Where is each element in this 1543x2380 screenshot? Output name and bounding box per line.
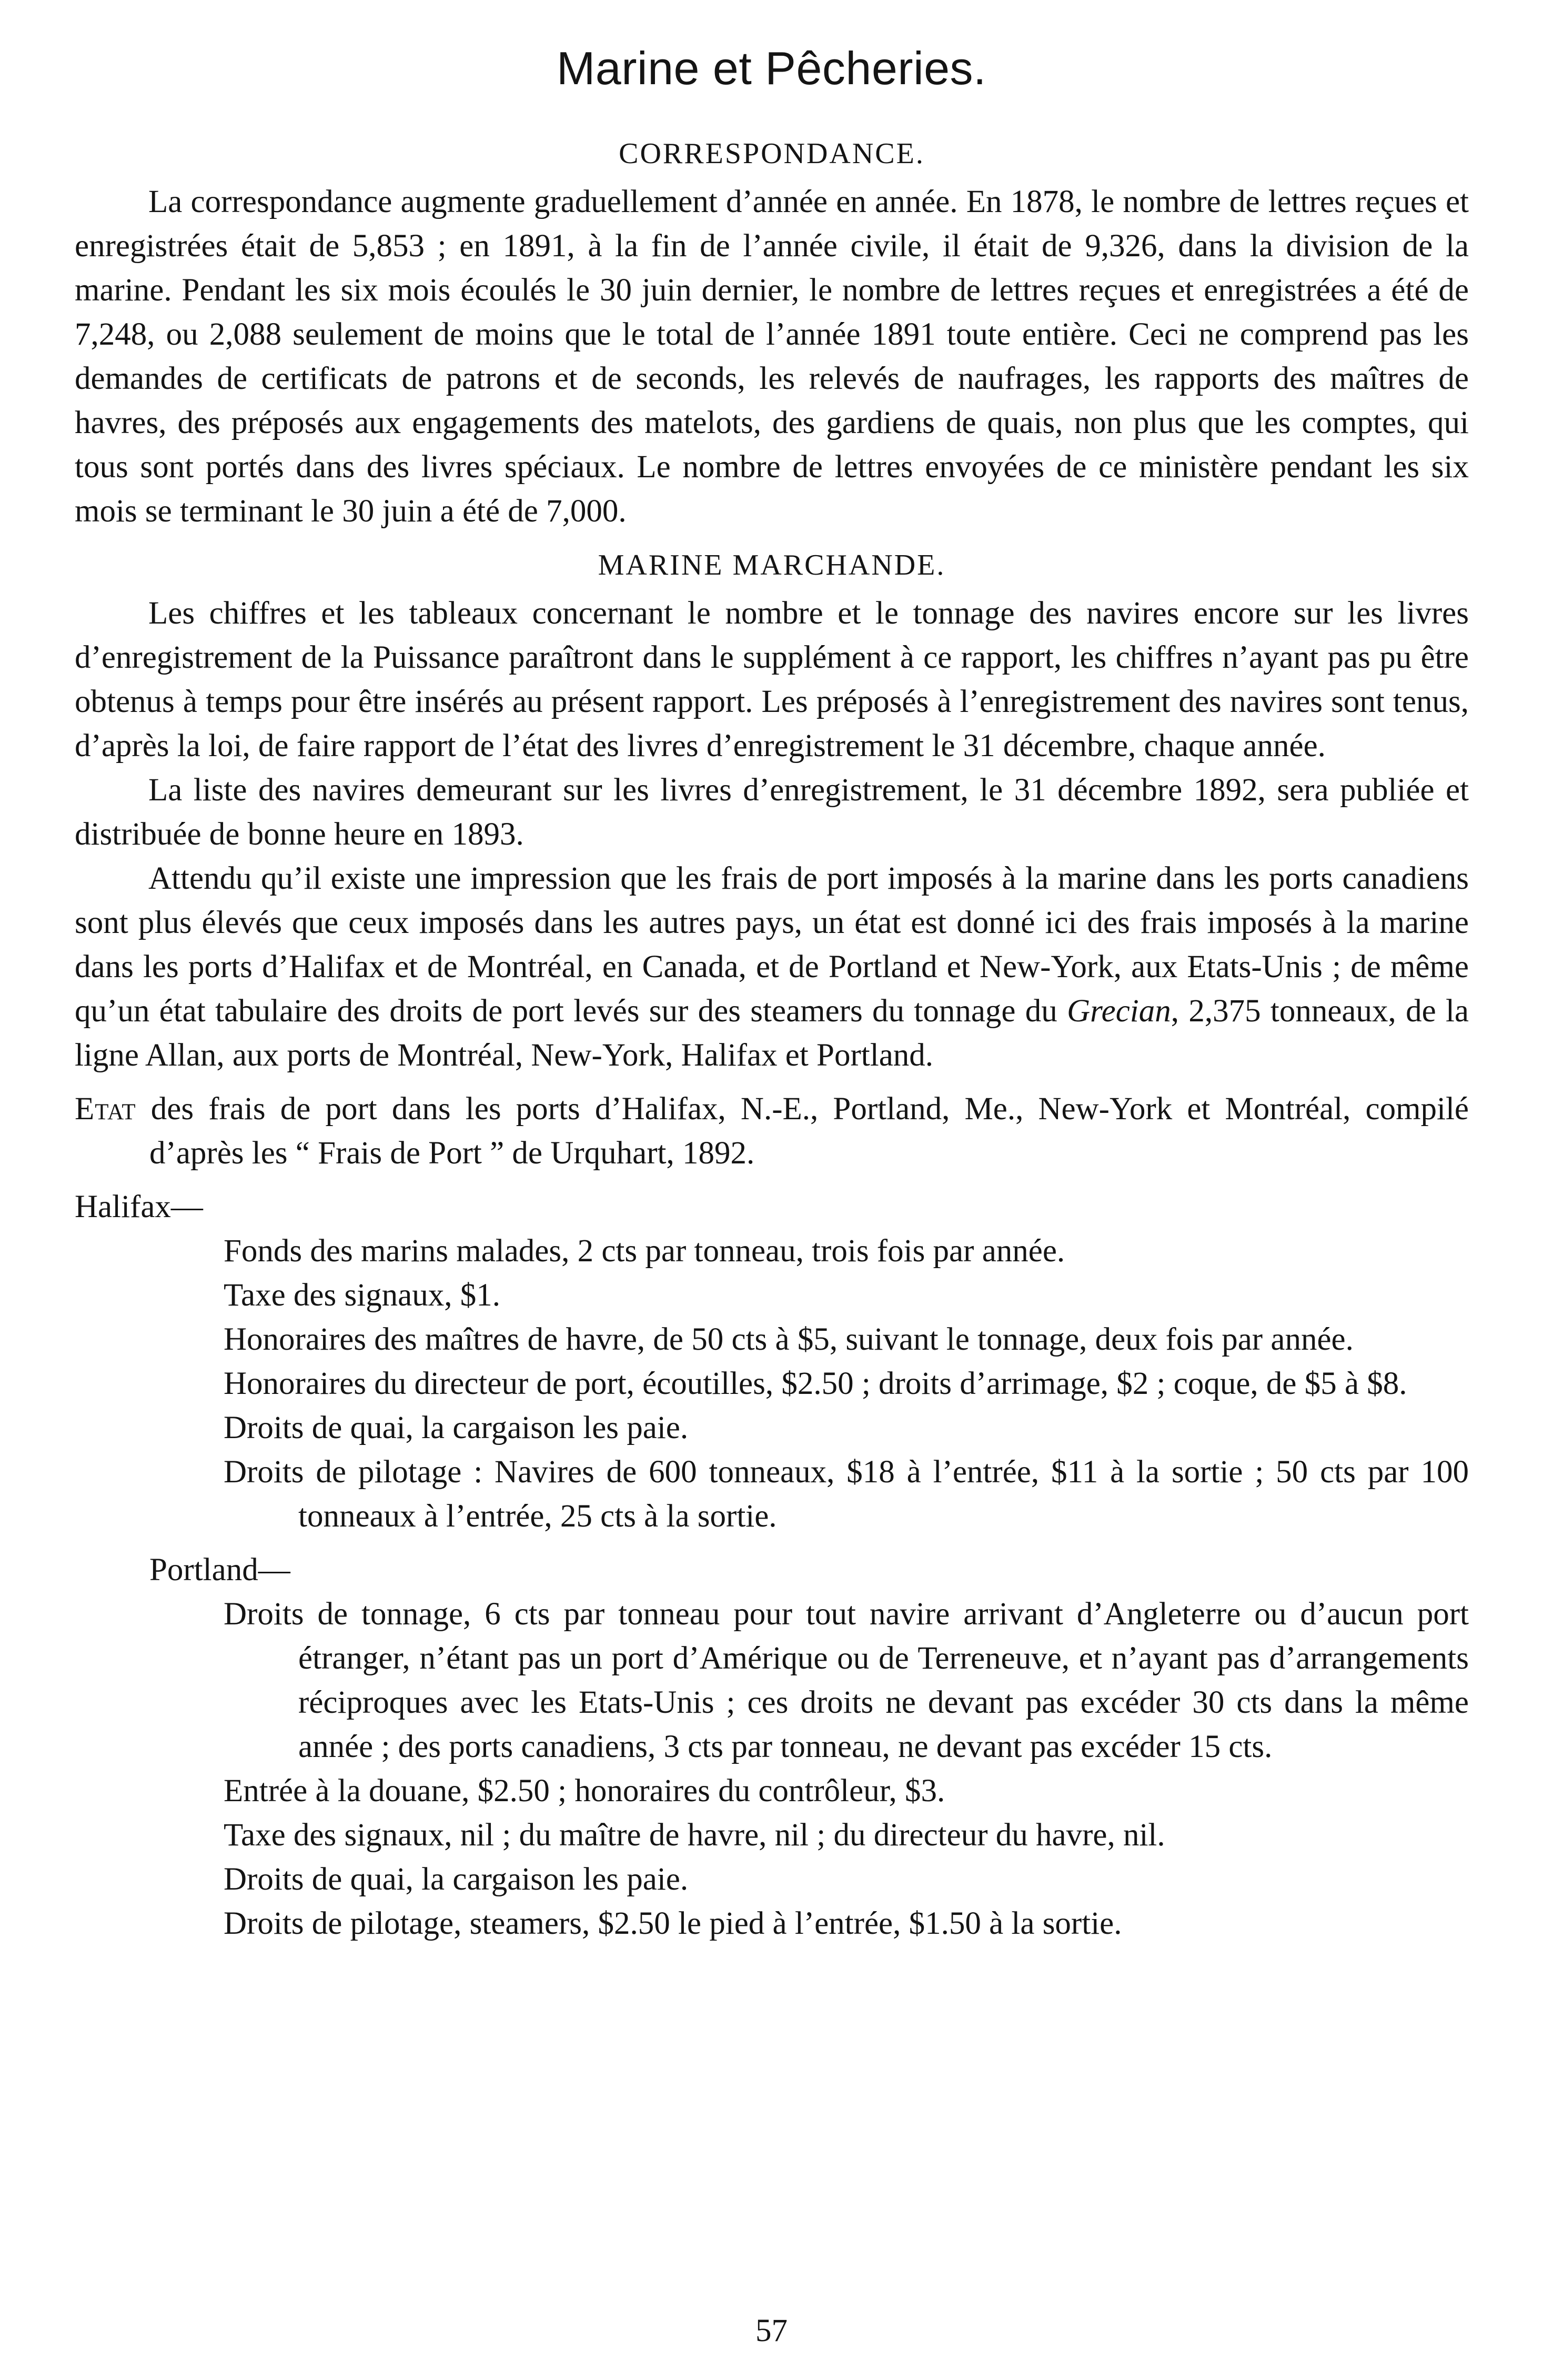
paragraph-3-text-end: , 2,375 tonneaux, de la ligne Allan, aux ports de Montréal, New-York, Halifax et Portland. xyxy=(75,993,1469,1073)
portland-label: Portland— xyxy=(149,1552,290,1588)
marine-marchande-paragraph-3 xyxy=(75,857,1469,1078)
halifax-item: Honoraires du directeur de port, écoutilles, $2.50 ; droits d’arrimage, $2 ; coque, de $5 à $8. xyxy=(224,1366,1407,1401)
portland-item: Droits de pilotage, steamers, $2.50 le pied à l’entrée, $1.50 à la sortie. xyxy=(224,1906,1122,1941)
page-body xyxy=(75,132,1469,1946)
ship-name-grecian: Grecian xyxy=(1067,993,1171,1029)
paragraph-3-text-start: Attendu qu’il existe une impression que les frais de port imposés à la marine dans les ports canadiens sont plus élevés que ceux imposés dans les autres pays, un état est donné ici des frais imposés à la marine dans les ports d’Halifax et de Montréal, en Canada, et de Portland et New-York, aux Etats-Unis ; de même qu’un état tabulaire des droits de port levés sur des steamers du tonnage du xyxy=(75,861,1469,1029)
page-number: 57 xyxy=(755,2313,788,2348)
correspondance-paragraph: La correspondance augmente graduellement d’année en année. En 1878, le nombre de lettres reçues et enregistrées était de 5,853 ; en 1891, à la fin de l’année civile, il était de 9,326, dans la division de la marine. Pendant les six mois écoulés le 30 juin dernier, le nombre de lettres reçues et enregistrées a été de 7,248, ou 2,088 seulement de moins que le total de l’année 1891 toute entière. Ceci ne comprend pas les demandes de certificats de patrons et de seconds, les relevés de naufrages, les rapports des maîtres de havres, des préposés aux engagements des matelots, des gardiens de quais, non plus que les comptes, qui tous sont portés dans des livres spéciaux. Le nombre de lettres envoyées de ce ministère pendant les six mois se terminant le 30 juin a été de 7,000. xyxy=(75,184,1469,529)
portland-item: Entrée à la douane, $2.50 ; honoraires du contrôleur, $3. xyxy=(224,1773,945,1809)
portland-item: Taxe des signaux, nil ; du maître de havre, nil ; du directeur du havre, nil. xyxy=(224,1817,1165,1853)
portland-item: Droits de tonnage, 6 cts par tonneau pour tout navire arrivant d’Angleterre ou d’aucun port étranger, n’étant pas un port d’Amérique ou de Terreneuve, et n’ayant pas d’arrangements réciproques avec les Etats-Unis ; ces droits ne devant pas excéder 30 cts dans la même année ; des ports canadiens, 3 cts par tonneau, ne devant pas excéder 15 cts. xyxy=(224,1596,1469,1764)
running-title: Marine et Pêcheries. xyxy=(556,42,987,94)
halifax-item: Droits de pilotage : Navires de 600 tonneaux, $18 à l’entrée, $11 à la sortie ; 50 cts par 100 tonneaux à l’entrée, 25 cts à la sortie. xyxy=(224,1454,1469,1534)
halifax-item: Droits de quai, la cargaison les paie. xyxy=(224,1410,689,1445)
marine-marchande-paragraph-2: La liste des navires demeurant sur les livres d’enregistrement, le 31 décembre 1892, sera publiée et distribuée de bonne heure en 1893. xyxy=(75,772,1469,852)
marine-marchande-paragraph-1: Les chiffres et les tableaux concernant le nombre et le tonnage des navires encore sur les livres d’enregistrement de la Puissance paraîtront dans le supplément à ce rapport, les chiffres n’ayant pas pu être obtenus à temps pour être insérés au présent rapport. Les préposés à l’enregistrement des navires sont tenus, d’après la loi, de faire rapport de l’état des livres d’enregistrement le 31 décembre, chaque année. xyxy=(75,596,1469,764)
marine-marchande-heading: MARINE MARCHANDE. xyxy=(598,549,946,581)
portland-item: Droits de quai, la cargaison les paie. xyxy=(224,1862,689,1897)
etat-caption-text: des frais de port dans les ports d’Halifax, N.-E., Portland, Me., New-York et Montréal, compilé d’après les “ Frais de Port ” de Urquhart, 1892. xyxy=(136,1091,1469,1171)
halifax-label: Halifax— xyxy=(75,1189,203,1224)
etat-label: Etat xyxy=(75,1091,136,1127)
etat-caption xyxy=(75,1087,1469,1176)
halifax-item: Fonds des marins malades, 2 cts par tonneau, trois fois par année. xyxy=(224,1233,1065,1269)
correspondance-heading: CORRESPONDANCE. xyxy=(619,137,925,170)
halifax-item: Honoraires des maîtres de havre, de 50 cts à $5, suivant le tonnage, deux fois par année. xyxy=(224,1322,1354,1357)
halifax-item: Taxe des signaux, $1. xyxy=(224,1278,500,1313)
